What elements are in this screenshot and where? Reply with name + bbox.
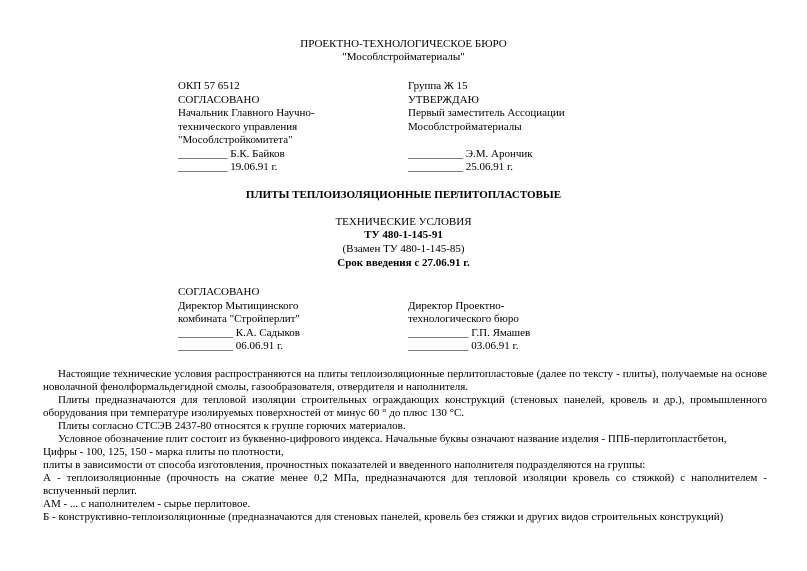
spec-code: ТУ 480-1-145-91	[364, 229, 443, 241]
paragraph-group-a: А - теплоизоляционные (прочность на сжатие менее 0,2 МПа, предназначаются для тепловой изоляции кровель со стяжкой) с наполнителем - вспученный перлит.	[43, 472, 767, 497]
org-name-line2: "Мособлстройматериалы"	[342, 51, 465, 63]
replaces-note: (Взамен ТУ 480-1-145-85)	[342, 243, 465, 255]
group-code: Группа Ж 15	[408, 80, 468, 92]
paragraph-density-grade: Цифры - 100, 125, 150 - марка плиты по плотности,	[43, 446, 284, 458]
right-date: __________ 25.06.91 г.	[408, 161, 514, 173]
agreed-label: СОГЛАСОВАНО	[178, 93, 260, 106]
agreed2-left-signature: __________ К.А. Садыков	[178, 326, 300, 339]
document-title: ПЛИТЫ ТЕПЛОИЗОЛЯЦИОННЫЕ ПЕРЛИТОПЛАСТОВЫЕ	[245, 189, 562, 201]
document-body	[43, 368, 767, 524]
paragraph-groups: плиты в зависимости от способа изготовления, прочностных показателей и введенного наполнителя подразделяются на группы:	[43, 459, 646, 471]
okp-code: ОКП 57 6512	[178, 80, 240, 92]
introduction-date: Срок введения с 27.06.91 г.	[337, 257, 470, 269]
left-position-line1: Начальник Главного Научно-	[178, 107, 315, 119]
agreed2-right-signature: ___________ Г.П. Ямашев	[408, 326, 531, 339]
agreed2-right-date: ___________ 03.06.91 г.	[408, 340, 519, 352]
second-agreement-left	[178, 286, 300, 354]
spacer	[408, 134, 565, 148]
left-position-line2: технического управления	[178, 120, 298, 133]
agreed2-right-line2: технологического бюро	[408, 313, 519, 325]
left-signature: _________ Б.К. Байков	[178, 147, 285, 160]
paragraph-purpose: Плиты предназначаются для тепловой изоляции строительных ограждающих конструкций (стеновых панелей, кровель и др.), промышленного оборудования при температуре изолируемых поверхностей от минус 60 ° до плюс 130 °С.	[43, 394, 767, 419]
left-approval-block	[178, 80, 315, 175]
tech-conditions-label: ТЕХНИЧЕСКИЕ УСЛОВИЯ	[335, 216, 472, 228]
right-position-line1: Первый заместитель Ассоциации	[408, 107, 565, 119]
right-position-line2: Мособлстройматериалы	[408, 120, 522, 133]
left-date: _________ 19.06.91 г.	[178, 161, 278, 173]
paragraph-group-b: Б - конструктивно-теплоизоляционные (предназначаются для стеновых панелей, кровель без стяжки и других видов строительных конструкций)	[43, 511, 724, 523]
agreed2-left-line1: Директор Мытищинского	[178, 299, 299, 312]
approved-label: УТВЕРЖДАЮ	[408, 93, 479, 106]
paragraph-designation: Условное обозначение плит состоит из буквенно-цифрового индекса. Начальные буквы означают название изделия - ППБ-перлитопластбетон,	[58, 433, 727, 445]
second-agreement-right	[408, 300, 530, 354]
left-position-line3: "Мособлстройкомитета"	[178, 134, 293, 146]
agreed2-heading: СОГЛАСОВАНО	[178, 286, 260, 298]
agreed2-left-line2: комбината "Стройперлит"	[178, 313, 300, 325]
org-name-line1: ПРОЕКТНО-ТЕХНОЛОГИЧЕСКОЕ БЮРО	[300, 38, 507, 50]
paragraph-flammability: Плиты согласно СТСЭВ 2437-80 относятся к группе горючих материалов.	[58, 420, 406, 432]
paragraph-scope: Настоящие технические условия распространяются на плиты теплоизоляционные перлитопластовые (далее по тексту - плиты), получаемые на основе новолачной фенолформальдегидной смолы, газообразователя, отвердителя и наполнителя.	[43, 368, 767, 393]
right-approval-block	[408, 80, 565, 175]
paragraph-group-am: АМ - ... с наполнителем - сырье перлитовое.	[43, 498, 251, 510]
agreed2-right-line1: Директор Проектно-	[408, 299, 505, 312]
agreed2-left-date: __________ 06.06.91 г.	[178, 340, 284, 352]
right-signature: __________ Э.М. Арончик	[408, 147, 533, 160]
